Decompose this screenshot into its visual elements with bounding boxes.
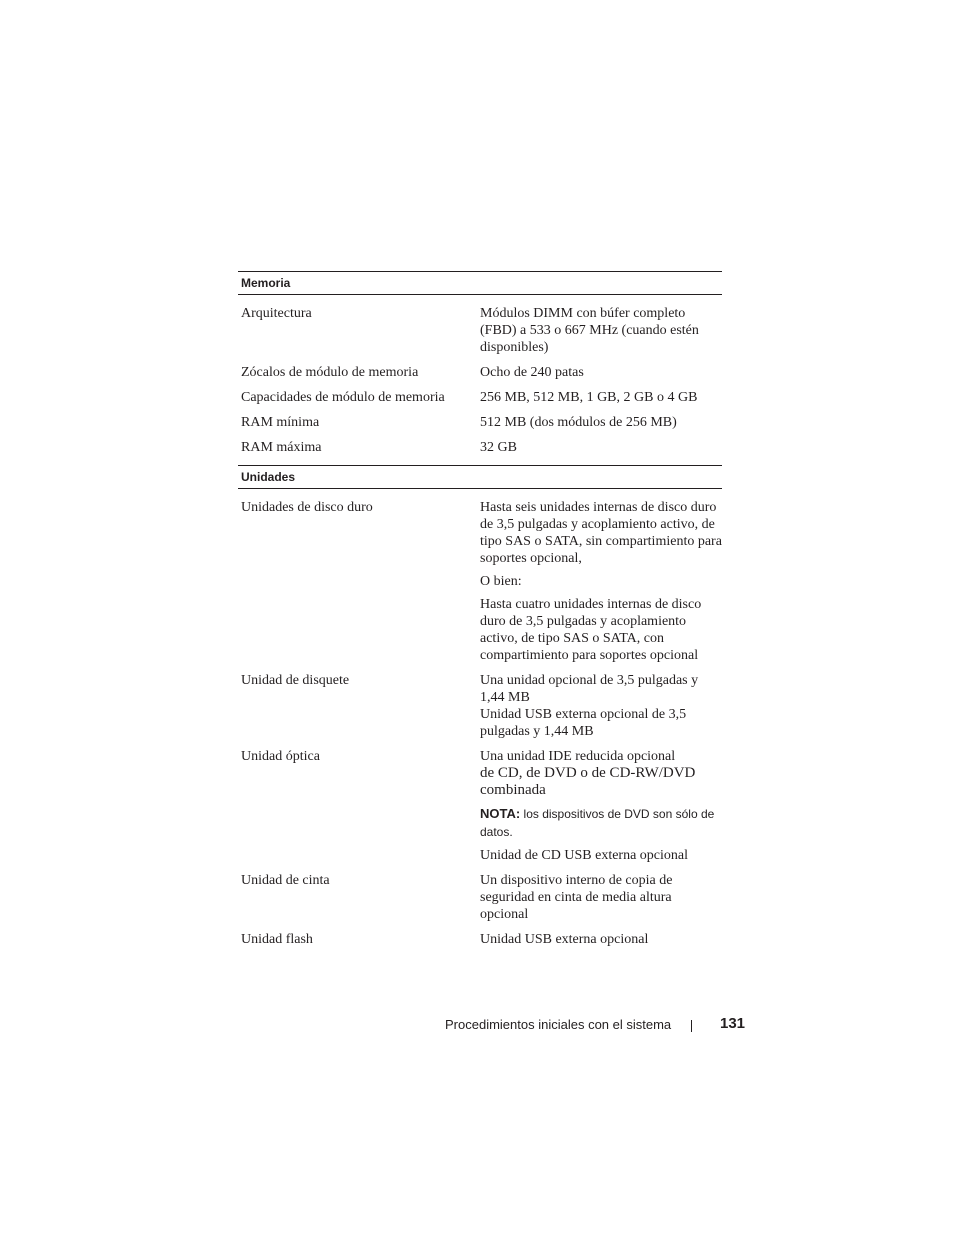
spec-label: Unidad de cinta <box>241 873 330 888</box>
footer-separator <box>691 1020 692 1032</box>
spec-table <box>238 271 722 948</box>
spec-value-text: Unidad de CD USB externa opcional <box>480 848 689 863</box>
spec-label: RAM mínima <box>241 415 320 430</box>
spec-row-disquete <box>238 672 722 740</box>
section-spacer <box>238 456 722 465</box>
section-rows-unidades <box>238 489 722 948</box>
spec-label: Arquitectura <box>241 306 312 321</box>
note-text: los dispositivos de DVD son sólo de datos. <box>480 807 715 839</box>
spec-value <box>480 414 722 431</box>
page-number: 131 <box>720 1015 746 1032</box>
spec-row-arquitectura <box>238 305 722 356</box>
spec-value <box>480 389 722 406</box>
spec-label: Unidad flash <box>241 932 313 947</box>
section-heading-unidades: Unidades <box>238 465 722 489</box>
spec-value-text: 256 MB, 512 MB, 1 GB, 2 GB o 4 GB <box>480 390 698 405</box>
spec-row-ram-minima <box>238 414 722 431</box>
spec-label: Capacidades de módulo de memoria <box>241 390 445 405</box>
section-rows-memoria <box>238 295 722 456</box>
spec-row-capacidades <box>238 389 722 406</box>
spec-label: Unidad óptica <box>241 749 320 764</box>
spec-value <box>480 872 722 923</box>
spec-value-text: Hasta seis unidades internas de disco duro de 3,5 pulgadas y acoplamiento activo, de tipo SAS o SATA, sin compartimiento para soportes opcional, <box>480 500 722 566</box>
spec-value-text: 32 GB <box>480 440 517 455</box>
spec-label: RAM máxima <box>241 440 322 455</box>
note-label: NOTA: <box>480 806 521 821</box>
spec-row-zocalos <box>238 364 722 381</box>
spec-value <box>480 931 722 948</box>
spec-value <box>480 305 722 356</box>
spec-value-text: Unidad USB externa opcional de 3,5 pulgadas y 1,44 MB <box>480 707 687 739</box>
spec-value-text: Una unidad opcional de 3,5 pulgadas y 1,44 MB <box>480 673 699 705</box>
spec-value-text: O bien: <box>480 574 522 589</box>
spec-label: Unidades de disco duro <box>241 500 373 515</box>
spec-value-text: Ocho de 240 patas <box>480 365 584 380</box>
spec-value-text: de CD, de DVD o de CD-RW/DVD combinada <box>480 765 696 798</box>
spec-value <box>480 364 722 381</box>
spec-value <box>480 499 722 664</box>
spec-label: Zócalos de módulo de memoria <box>241 365 419 380</box>
spec-row-ram-maxima <box>238 439 722 456</box>
spec-value <box>480 748 722 864</box>
section-heading-memoria: Memoria <box>238 271 722 295</box>
spec-value-text: Hasta cuatro unidades internas de disco duro de 3,5 pulgadas y acoplamiento activo, de tipo SAS o SATA, con compartimiento para soportes opcional <box>480 597 702 663</box>
spec-value <box>480 439 722 456</box>
spec-value-text: Unidad USB externa opcional <box>480 932 649 947</box>
spec-row-disco-duro <box>238 499 722 664</box>
spec-value-text: Módulos DIMM con búfer completo (FBD) a 533 o 667 MHz (cuando estén disponibles) <box>480 306 699 355</box>
spec-label: Unidad de disquete <box>241 673 350 688</box>
spec-row-flash <box>238 931 722 948</box>
spec-value <box>480 672 722 740</box>
spec-value-text: Un dispositivo interno de copia de seguridad en cinta de media altura opcional <box>480 873 673 922</box>
spec-value-text: Una unidad IDE reducida opcional <box>480 749 676 764</box>
spec-row-cinta <box>238 872 722 923</box>
spec-row-optica <box>238 748 722 864</box>
spec-value-text: 512 MB (dos módulos de 256 MB) <box>480 415 677 430</box>
note <box>480 805 722 841</box>
footer-title: Procedimientos iniciales con el sistema <box>445 1017 672 1032</box>
